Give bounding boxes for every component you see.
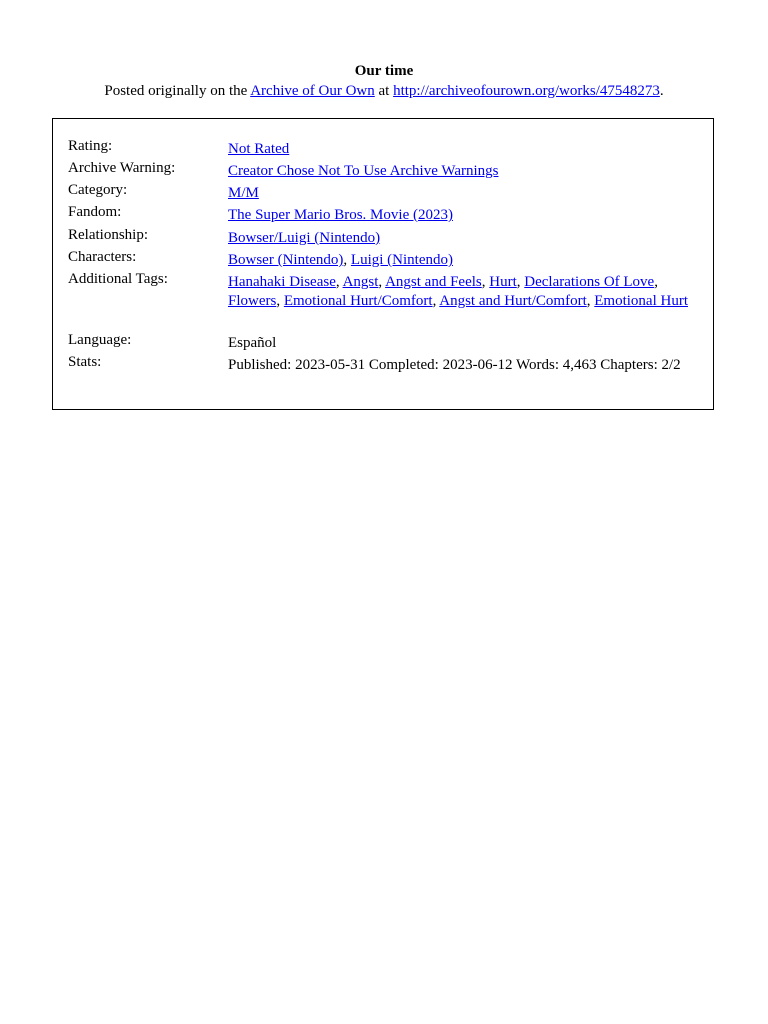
tag-link[interactable]: Declarations Of Love bbox=[524, 274, 655, 290]
fandom-label: Fandom: bbox=[68, 204, 122, 220]
archive-link[interactable]: Archive of Our Own bbox=[250, 83, 375, 99]
language-label: Language: bbox=[68, 332, 132, 348]
stats-value: Published: 2023-05-31 Completed: 2023-06-12 Words: 4,463 Chapters: 2/2 bbox=[228, 357, 681, 373]
tags-label: Additional Tags: bbox=[68, 271, 168, 287]
relationship-link[interactable]: Bowser/Luigi (Nintendo) bbox=[228, 230, 381, 246]
tag-link[interactable]: Angst bbox=[342, 274, 379, 290]
fandom-link[interactable]: The Super Mario Bros. Movie (2023) bbox=[228, 207, 453, 223]
warning-label: Archive Warning: bbox=[68, 160, 176, 176]
posted-suffix: . bbox=[659, 83, 664, 99]
work-metadata-box: Rating: Not Rated Archive Warning: Creator Chose Not To Use Archive Warnings Category: M/M Fandom: The Super Mario Bros. Movie (2023) Relationship: Bowser/Luigi (Nintendo) Characters: Bowser (Nintendo), Luigi (Nintendo) Additional Tags: Hanahaki Disease, Angst, Angst and Feels, Hurt, Declarations Of Love, Flowers, Emotional Hurt/Comfort, Angst and Hurt/Comfort, Emotional Hurt Language: Español Stats: Published: 2023-05-31 Completed: 2023-06-12 Words: 4,463 Chapters: 2/2 bbox=[52, 118, 714, 410]
posted-middle: at bbox=[374, 83, 394, 99]
tag-link[interactable]: Angst and Hurt/Comfort bbox=[439, 293, 587, 309]
posted-line bbox=[0, 82, 768, 101]
language-value: Español bbox=[228, 335, 277, 351]
tag-link[interactable]: Flowers bbox=[228, 293, 277, 309]
rating-label: Rating: bbox=[68, 138, 113, 154]
warning-link[interactable]: Creator Chose Not To Use Archive Warnings bbox=[228, 163, 499, 179]
stats-label: Stats: bbox=[68, 354, 102, 370]
tag-link[interactable]: Emotional Hurt/Comfort bbox=[283, 293, 433, 309]
character-link[interactable]: Luigi (Nintendo) bbox=[350, 252, 453, 268]
posted-prefix: Posted originally on the bbox=[104, 83, 251, 99]
character-link[interactable]: Bowser (Nintendo) bbox=[228, 252, 344, 268]
tag-link[interactable]: Hanahaki Disease bbox=[228, 274, 336, 290]
category-link[interactable]: M/M bbox=[228, 185, 259, 201]
category-label: Category: bbox=[68, 182, 128, 198]
characters-label: Characters: bbox=[68, 249, 137, 265]
tag-link[interactable]: Emotional Hurt bbox=[594, 293, 689, 309]
relationship-label: Relationship: bbox=[68, 227, 148, 243]
tag-link[interactable]: Angst and Feels bbox=[385, 274, 482, 290]
tag-link[interactable]: Hurt bbox=[489, 274, 517, 290]
work-url-link[interactable]: http://archiveofourown.org/works/47548273 bbox=[393, 83, 660, 99]
rating-link[interactable]: Not Rated bbox=[228, 141, 290, 157]
work-title: Our time bbox=[354, 63, 414, 79]
